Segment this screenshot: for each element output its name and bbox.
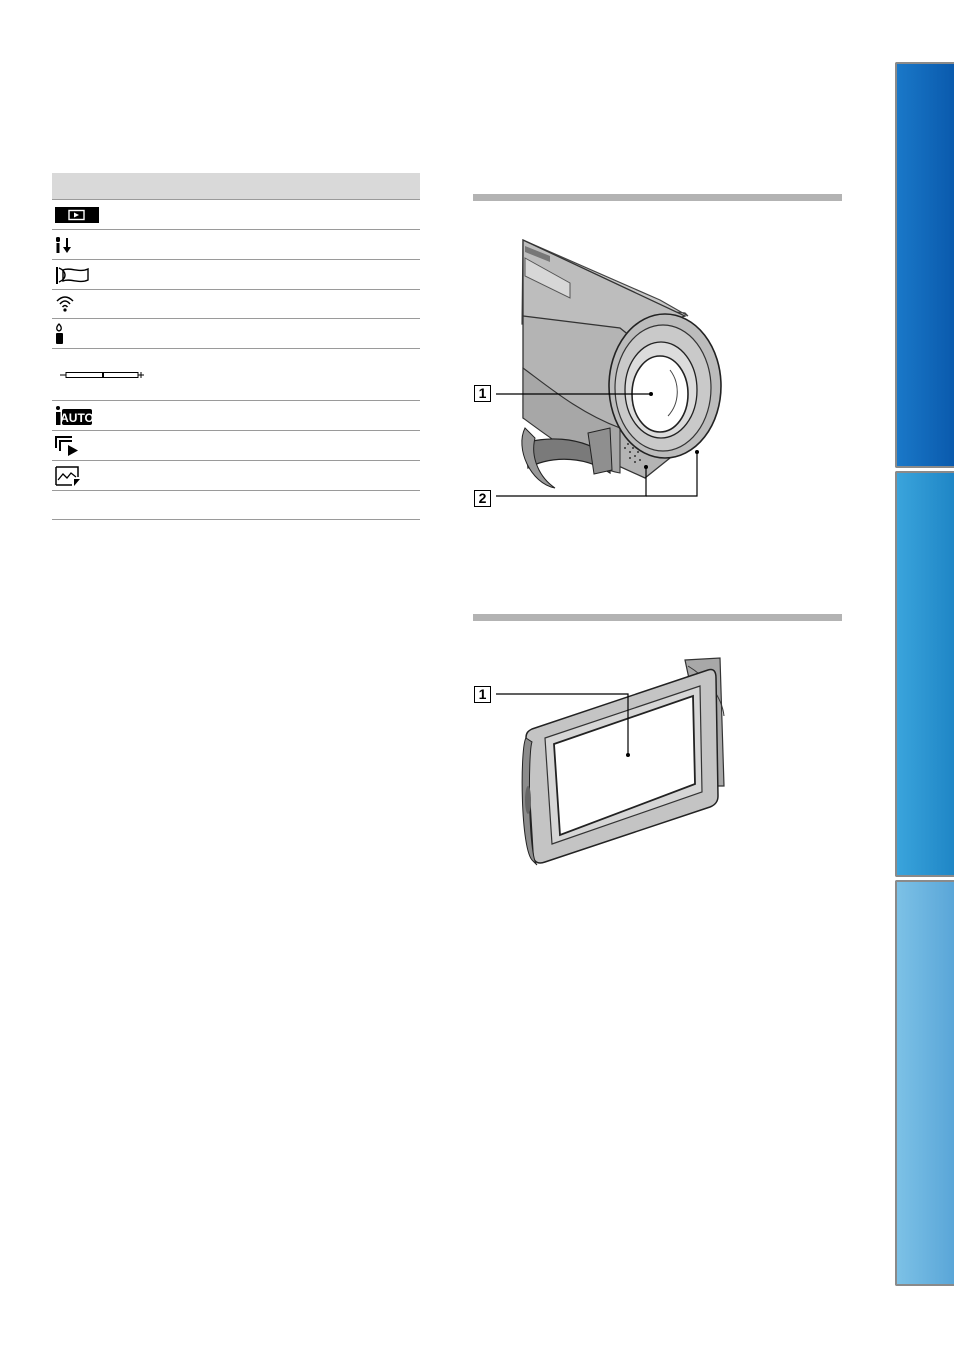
playback-icon	[54, 206, 100, 224]
image-size-icon	[54, 465, 82, 487]
surround-icon	[54, 294, 76, 314]
table-row	[52, 200, 420, 230]
camcorder-front-illustration	[470, 238, 730, 498]
svg-text:AUTO: AUTO	[60, 410, 94, 425]
table-row	[52, 260, 420, 290]
level-slider-icon	[58, 369, 148, 381]
section-rule	[473, 194, 842, 201]
intelligent-auto-icon	[54, 405, 94, 427]
section-rule	[473, 614, 842, 621]
table-row	[52, 290, 420, 319]
nav-tab-1[interactable]	[895, 62, 954, 468]
table-row	[52, 491, 420, 520]
low-light-icon	[54, 323, 70, 345]
table-header	[52, 173, 420, 200]
wind-noise-icon	[54, 265, 94, 285]
lcd-screen-illustration	[490, 656, 735, 868]
table-row	[52, 349, 420, 401]
callout-1-lcd: 1	[474, 686, 491, 703]
table-row	[52, 401, 420, 431]
table-row	[52, 230, 420, 260]
nav-tab-3[interactable]	[895, 880, 954, 1286]
icon-table	[52, 173, 420, 520]
callout-2: 2	[474, 490, 491, 507]
callout-1: 1	[474, 385, 491, 402]
nav-tab-2[interactable]	[895, 471, 954, 877]
table-row	[52, 319, 420, 349]
table-row	[52, 431, 420, 461]
mic-level-icon	[54, 235, 78, 255]
slideshow-icon	[54, 435, 82, 457]
table-row	[52, 461, 420, 491]
